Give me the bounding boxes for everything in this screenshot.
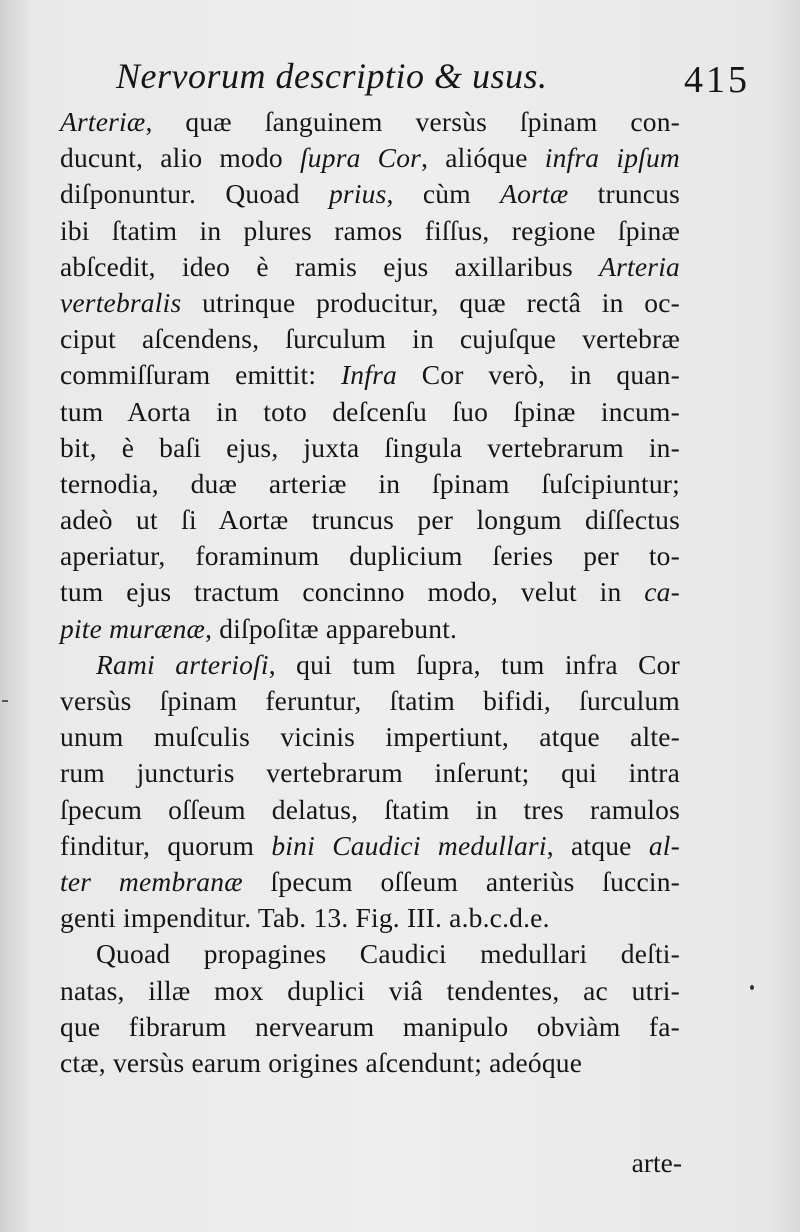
text-line: [60, 611, 680, 647]
text-segment: rum juncturis vertebrarum inſerunt; qui intra: [60, 757, 680, 789]
text-segment: ternodia, duæ arteriæ in ſpinam ſuſcipiuntur;: [60, 467, 680, 499]
italic-segment: Arteriæ: [60, 106, 146, 137]
catchword: arte-: [631, 1147, 682, 1178]
italic-segment: Aortæ: [500, 178, 569, 210]
text-segment: unum muſculis vicinis impertiunt, atque alte-: [60, 721, 680, 753]
text-segment: , qui tum ſupra, tum infra Cor: [268, 648, 680, 680]
text-segment: ſpecum oſſeum anteriùs ſuccin-: [242, 865, 680, 897]
text-line: [60, 285, 680, 321]
body-text: [60, 104, 680, 1081]
text-segment: utrinque producitur, quæ rectâ in oc-: [181, 286, 680, 318]
text-line: [60, 574, 680, 610]
text-segment: , cùm: [386, 178, 501, 210]
text-line: [60, 357, 680, 393]
text-segment: Cor verò, in quan-: [396, 359, 680, 391]
page-header: [110, 48, 750, 104]
text-segment: que fibrarum nervearum manipulo obviàm fa-: [60, 1010, 680, 1042]
ink-speck: [750, 985, 754, 990]
text-segment: ciput aſcendens, ſurculum in cujuſque vertebræ: [60, 323, 680, 355]
text-segment: genti impenditur. Tab. 13. Fig. III. a.b.c.d.e.: [60, 902, 550, 934]
text-segment: , alióque: [421, 142, 545, 174]
text-segment: , quæ ſanguinem versùs ſpinam con-: [145, 106, 680, 137]
italic-segment: ſupra Cor: [299, 142, 422, 174]
text-line: [60, 647, 680, 683]
text-line: [60, 249, 680, 285]
text-line: [60, 538, 680, 574]
text-segment: aperiatur, foraminum duplicium ſeries per to-: [60, 540, 680, 572]
italic-segment: vertebralis: [60, 286, 182, 318]
text-line: [60, 755, 680, 791]
italic-segment: ca-: [644, 576, 680, 608]
italic-segment: Arteria: [599, 250, 680, 282]
italic-segment: Infra: [340, 359, 397, 391]
text-line: [60, 213, 680, 249]
page-number: 415: [684, 59, 750, 101]
text-line: [60, 104, 680, 140]
text-segment: Quoad propagines Caudici medullari deſti-: [96, 938, 680, 970]
text-line: [60, 900, 680, 936]
text-line: [60, 466, 680, 502]
italic-segment: ter membranæ: [60, 865, 243, 897]
text-line: [60, 719, 680, 755]
text-segment: tum Aorta in toto deſcenſu ſuo ſpinæ incum-: [60, 395, 680, 427]
text-line: [60, 140, 680, 176]
text-line: [60, 502, 680, 538]
text-segment: ctæ, versùs earum origines aſcendunt; adeóque: [60, 1046, 583, 1078]
text-line: [60, 1009, 680, 1045]
text-line: [60, 936, 680, 972]
italic-segment: pite murænæ: [60, 612, 206, 644]
text-line: [60, 864, 680, 900]
text-segment: ibi ſtatim in plures ramos fiſſus, regione ſpinæ: [60, 214, 680, 246]
italic-segment: bini Caudici medullari: [271, 829, 547, 861]
margin-mark: [2, 700, 8, 702]
text-segment: bit, è baſi ejus, juxta ſingula vertebrarum in-: [60, 431, 680, 463]
text-line: [60, 973, 680, 1009]
text-segment: versùs ſpinam feruntur, ſtatim bifidi, ſurculum: [60, 685, 680, 716]
text-line: [60, 828, 680, 864]
text-segment: natas, illæ mox duplici viâ tendentes, ac utri-: [60, 974, 680, 1006]
text-segment: ducunt, alio modo: [60, 142, 300, 174]
text-segment: adeò ut ſi Aortæ truncus per longum diſſectus: [60, 504, 680, 536]
italic-segment: infra ipſum: [544, 142, 680, 174]
text-segment: abſcedit, ideo è ramis ejus axillaribus: [60, 250, 600, 282]
italic-segment: al-: [648, 829, 681, 861]
text-segment: diſponuntur. Quoad: [60, 178, 329, 210]
text-segment: finditur, quorum: [60, 829, 272, 861]
text-line: [60, 1045, 680, 1081]
text-line: [60, 430, 680, 466]
italic-segment: prius: [328, 178, 387, 210]
text-line: [60, 792, 680, 828]
text-segment: commiſſuram emittit:: [60, 359, 341, 391]
text-line: [60, 683, 680, 719]
text-segment: truncus: [568, 178, 680, 210]
italic-segment: Rami arterioſi: [96, 648, 269, 680]
running-head: Nervorum descriptio & usus.: [116, 56, 548, 96]
text-line: [60, 394, 680, 430]
text-line: [60, 176, 680, 212]
text-segment: , atque: [546, 829, 649, 861]
text-segment: ſpecum oſſeum delatus, ſtatim in tres ramulos: [60, 793, 680, 825]
text-line: [60, 321, 680, 357]
text-segment: tum ejus tractum concinno modo, velut in: [60, 576, 645, 608]
text-segment: , diſpoſitæ apparebunt.: [205, 612, 458, 644]
